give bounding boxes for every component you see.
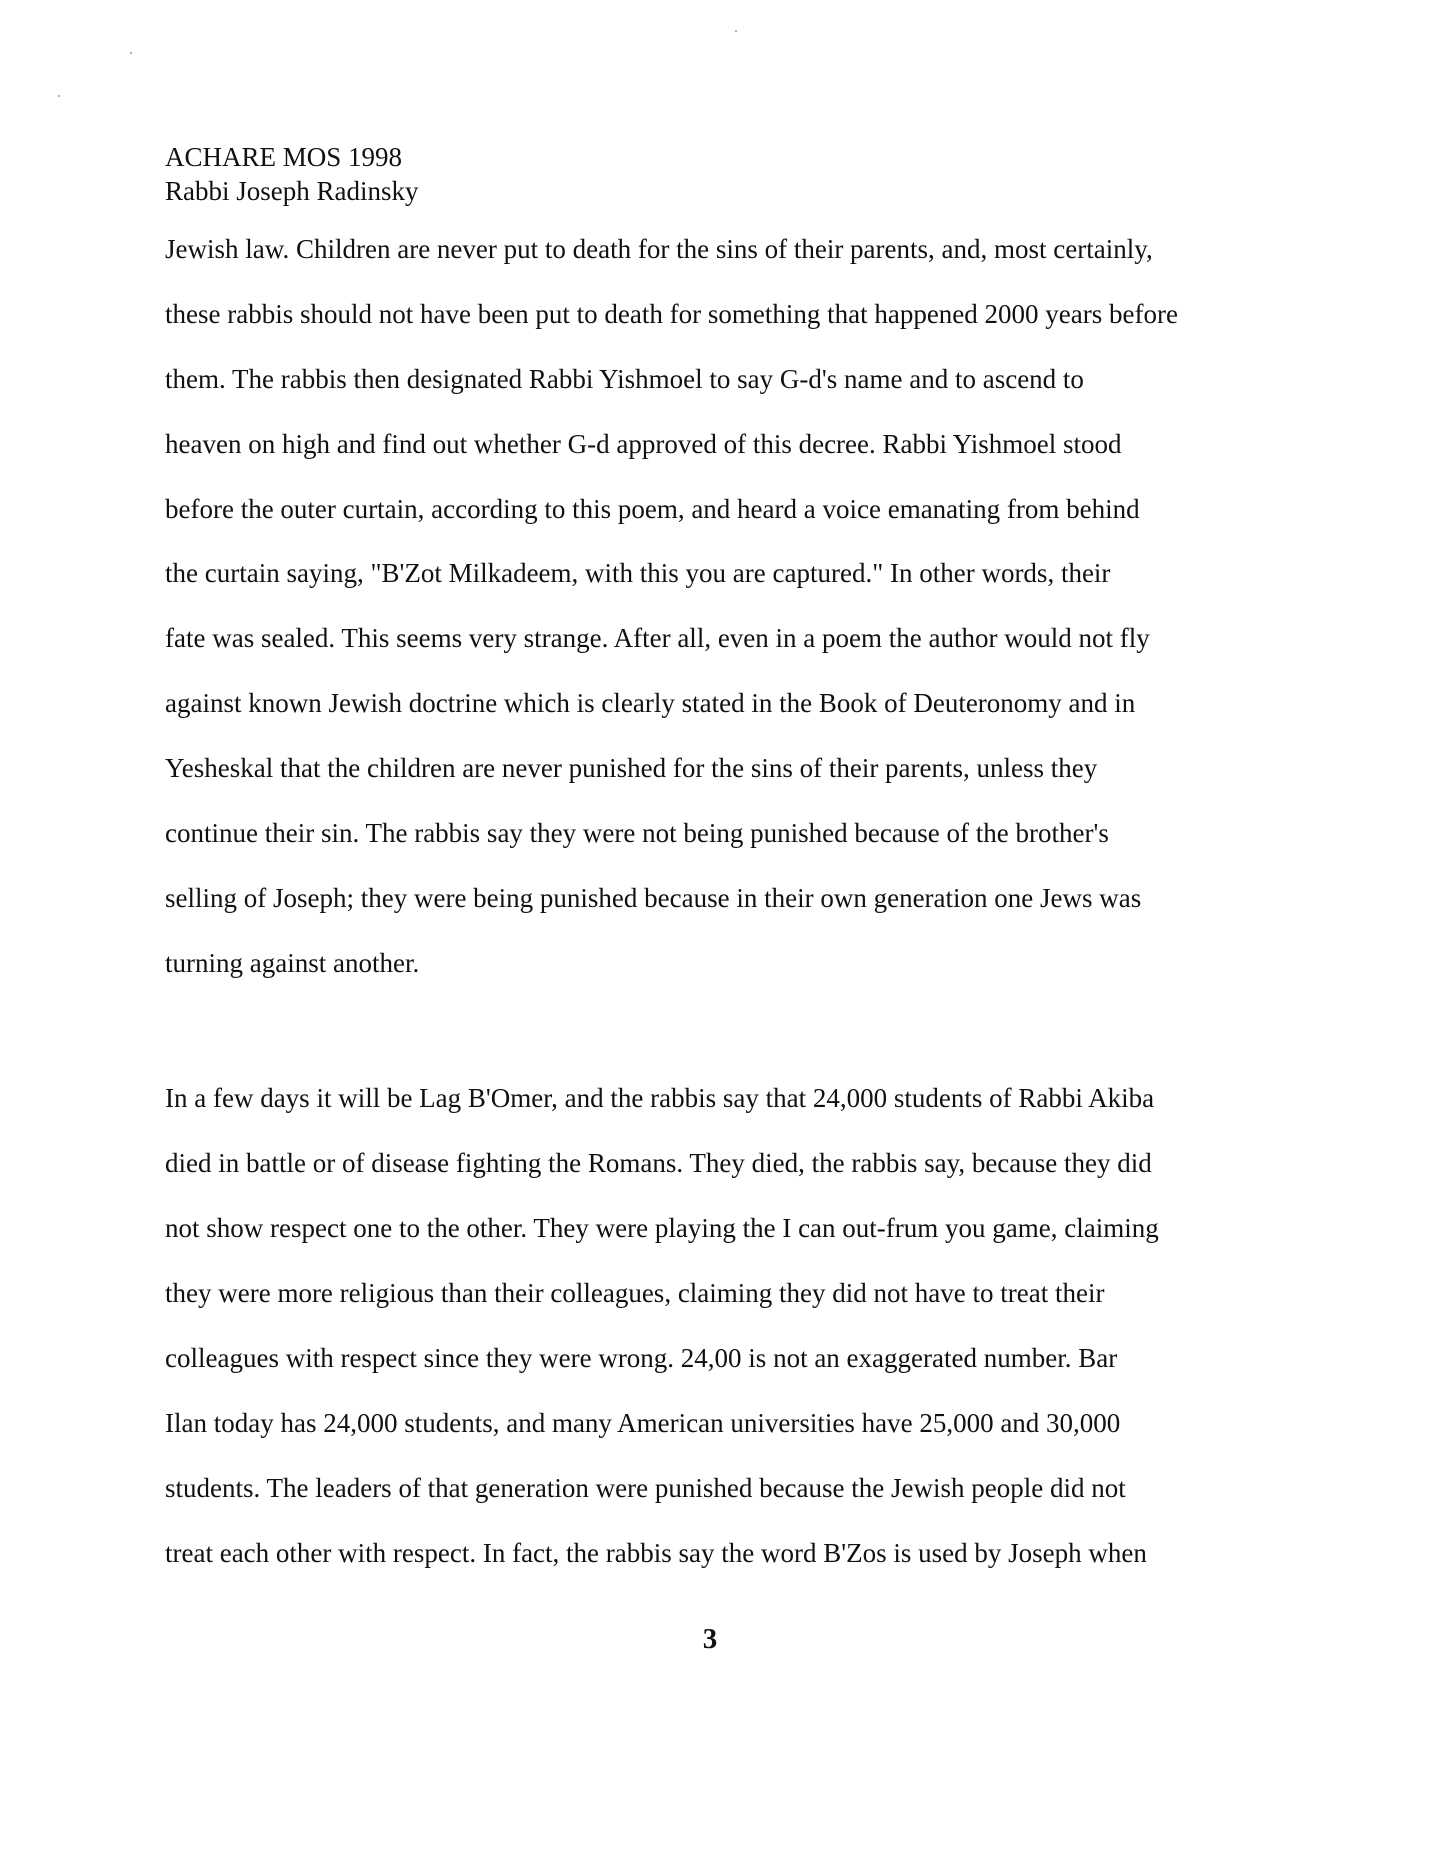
text-line: treat each other with respect. In fact, the rabbis say the word B'Zos is used by Joseph when xyxy=(165,1538,1147,1568)
text-line: fate was sealed. This seems very strange. After all, even in a poem the author would not fly xyxy=(165,623,1150,653)
text-line: students. The leaders of that generation were punished because the Jewish people did not xyxy=(165,1473,1126,1503)
scan-speck xyxy=(130,52,132,54)
text-line: heaven on high and find out whether G-d approved of this decree. Rabbi Yishmoel stood xyxy=(165,429,1122,459)
text-line: against known Jewish doctrine which is clearly stated in the Book of Deuteronomy and in xyxy=(165,688,1136,718)
scan-speck xyxy=(735,30,737,32)
text-line: turning against another. xyxy=(165,948,420,978)
text-line: they were more religious than their colleagues, claiming they did not have to treat their xyxy=(165,1278,1105,1308)
text-line: continue their sin. The rabbis say they were not being punished because of the brother's xyxy=(165,818,1109,848)
page-number: 3 xyxy=(702,1623,718,1655)
text-line: colleagues with respect since they were wrong. 24,00 is not an exaggerated number. Bar xyxy=(165,1343,1118,1373)
text-line: these rabbis should not have been put to death for something that happened 2000 years before xyxy=(165,299,1178,329)
text-line: Yesheskal that the children are never punished for the sins of their parents, unless they xyxy=(165,753,1098,783)
text-line: Ilan today has 24,000 students, and many American universities have 25,000 and 30,000 xyxy=(165,1408,1121,1438)
text-line: the curtain saying, "B'Zot Milkadeem, with this you are captured." In other words, their xyxy=(165,558,1111,588)
text-line: not show respect one to the other. They were playing the I can out-frum you game, claiming xyxy=(165,1213,1159,1243)
scan-speck xyxy=(58,95,60,97)
document-author: Rabbi Joseph Radinsky xyxy=(165,176,419,206)
text-line: In a few days it will be Lag B'Omer, and the rabbis say that 24,000 students of Rabbi Akiba xyxy=(165,1083,1155,1113)
text-line: Jewish law. Children are never put to death for the sins of their parents, and, most certainly, xyxy=(165,234,1153,264)
document-header xyxy=(165,140,419,208)
document-title: ACHARE MOS 1998 xyxy=(165,142,403,172)
text-line: died in battle or of disease fighting the Romans. They died, the rabbis say, because they did xyxy=(165,1148,1152,1178)
text-line: them. The rabbis then designated Rabbi Yishmoel to say G-d's name and to ascend to xyxy=(165,364,1084,394)
text-line: selling of Joseph; they were being punished because in their own generation one Jews was xyxy=(165,883,1142,913)
text-line: before the outer curtain, according to this poem, and heard a voice emanating from behind xyxy=(165,494,1140,524)
